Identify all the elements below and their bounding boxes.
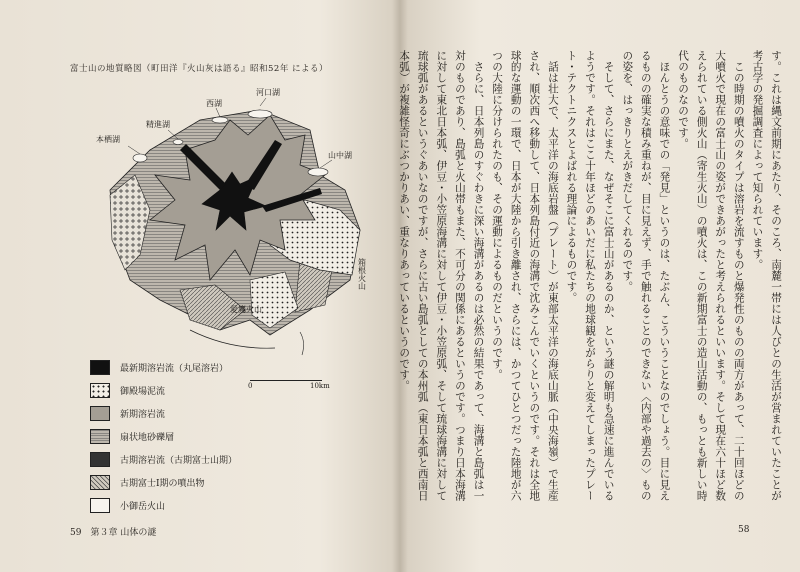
paragraph: そして、さらにまた、なぜそこに富士山があるのか、という謎の解明も急速に進んでいるようです。それはここ十年ほどのあいだに私たちの地球観をがらりと変えてしまったプレート・テクトニクスとよばれる理論によるものです。 xyxy=(565,50,615,501)
fuji-geology-map xyxy=(70,80,390,400)
legend-item xyxy=(90,356,350,379)
map-lake-motosu xyxy=(133,154,147,162)
legend-swatch-fan-gravel xyxy=(90,429,110,444)
legend-item xyxy=(90,425,350,448)
map-lake-yamanaka xyxy=(308,168,328,176)
paragraph: この時期の噴火のタイプは溶岩を流すものと爆発性のものの両方があって、二十回ほどの大噴火で現在の富士山の姿ができあがったと考えられるといいます。そして現在六十ほど数えられている側火山（寄生火山）の噴火は、この新期富士の造山活動の、もっとも新しい時代のものなのです。 xyxy=(677,50,745,501)
map-lake-shoji xyxy=(173,140,183,145)
legend-swatch-mudflow xyxy=(90,383,110,398)
legend-swatch-new-lava xyxy=(90,406,110,421)
legend-item xyxy=(90,494,350,517)
legend-swatch-komitake xyxy=(90,498,110,513)
map-label-ashitaka: 愛鷹火山 xyxy=(230,305,262,314)
body-text xyxy=(398,50,785,510)
legend-label: 古期富士Ⅰ期の噴出物 xyxy=(120,479,205,489)
map-label-yamanaka: 山中湖 xyxy=(328,151,352,160)
legend-label: 最新期溶岩流（丸尾溶岩） xyxy=(120,364,229,374)
map-lake-sai xyxy=(212,117,228,123)
legend-swatch-newest-lava xyxy=(90,360,110,375)
paragraph: さらに、日本列島のすぐわきに深い海溝があるのは必然の結果であって、海溝と島弧は一対のものであり、島弧と火山帯もまた、不可分の関係にあるというのです。つまり日本海溝に対して東北日本弧、伊豆・小笠原海溝に対して伊豆・小笠原弧、そして琉球海溝に対して琉球弧があるというぐあいなのですが、さらに古い島弧としての本州弧（東日本弧と西南日本弧）が複雑怪奇にぶつかりあい、重なりあっているというのです。 xyxy=(398,50,485,501)
map-label-shoji: 精進湖 xyxy=(146,120,170,129)
map-lake-kawaguchi xyxy=(248,110,272,118)
scale-zero: 0 xyxy=(248,382,253,390)
left-page-footer: 59 第３章 山体の謎 xyxy=(70,528,157,538)
legend-swatch-old-lava xyxy=(90,452,110,467)
map-label-kawaguchi: 河口湖 xyxy=(256,88,280,97)
paragraph: す。これは縄文前期にあたり、そのころ、南麓一帯には人びとの生活が営まれていたことが考古学の発掘調査によって知られています。 xyxy=(751,50,782,501)
map-label-motosu: 本栖湖 xyxy=(96,135,120,144)
legend-item xyxy=(90,402,350,425)
scale-bar xyxy=(250,380,322,381)
legend-label: 古期溶岩流（古期富士山期） xyxy=(120,456,238,466)
legend-label: 新期溶岩流 xyxy=(120,410,166,420)
right-page xyxy=(400,0,800,572)
legend-item xyxy=(90,471,350,494)
right-page-number: 58 xyxy=(738,525,750,535)
legend-label: 御殿場泥流 xyxy=(120,387,166,397)
legend-label: 扇状地砂礫層 xyxy=(120,433,175,443)
legend-label: 小御岳火山 xyxy=(120,502,166,512)
legend-swatch-old-fuji xyxy=(90,475,110,490)
scale-ten: 10km xyxy=(310,382,330,390)
map-label-hakone: 箱根火山 xyxy=(357,258,367,290)
paragraph: ほんとうの意味での「発見」というのは、たぶん、こういうことなのでしょう。目に見えるものの確実な積み重ねが、目に見えず、手で触れることのできない〈内部や過去の〉ものの姿を、はっきりとえがきだしてくれるのです。 xyxy=(621,50,671,501)
legend-item xyxy=(90,448,350,471)
paragraph: 話は壮大で、太平洋の海底岩盤（プレート）が東部太平洋の海底山脈（中央海嶺）で生産され、順次西へ移動して、日本列島付近の海溝で沈みこんでいくというのです。それは全地球的な運動の一環で、日本が大陸から引き離され、さらには、かつてひとつだった陸地が六つの大陸に分けられたのも、その運動によるものだというのです。 xyxy=(491,50,559,501)
map-label-sai: 西湖 xyxy=(206,99,222,108)
map-caption: 富士山の地質略図（町田洋『火山灰は語る』昭和52年 による） xyxy=(70,64,329,74)
map-coastline xyxy=(190,330,275,348)
